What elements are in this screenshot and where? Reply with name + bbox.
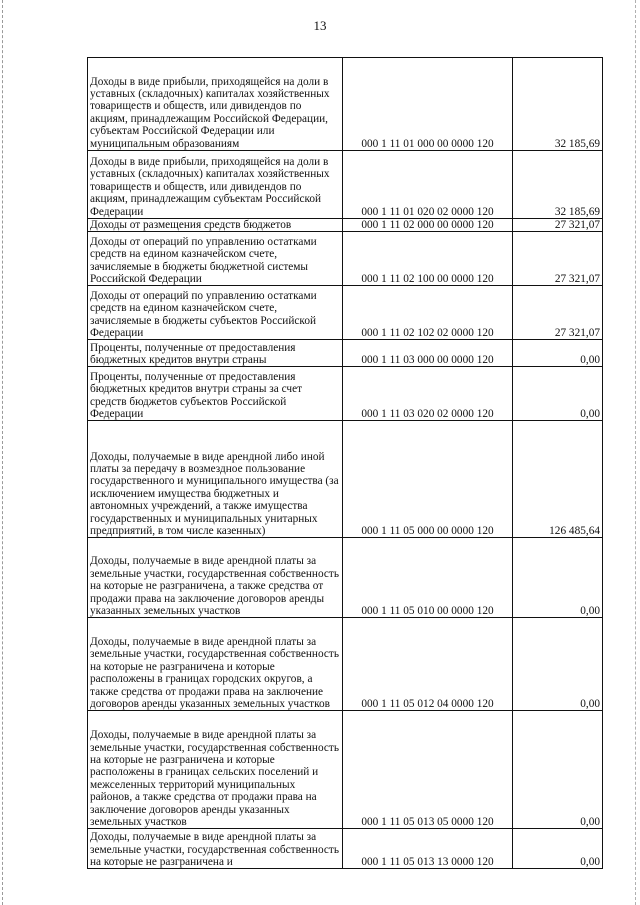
row-sum-cell: 0,00	[513, 538, 603, 618]
revenue-table-body	[88, 58, 603, 869]
row-name-cell: Доходы, получаемые в виде арендной либо иной платы за передачу в возмездное пользование государственного и муниципального имущества (за исключением имущества бюджетных и автономных учреждений, а также имущества государственных и муниципальных унитарных предприятий, в том числе казенных)	[88, 421, 343, 538]
row-sum-cell: 32 185,69	[513, 58, 603, 151]
row-name-cell: Проценты, полученные от предоставления бюджетных кредитов внутри страны	[88, 340, 343, 367]
table-row	[88, 367, 603, 421]
row-name-cell: Доходы, получаемые в виде арендной платы за земельные участки, государственная собственность на которые не разграничена и которые расположены в границах сельских поселений и межселенных территорий муниципальных районов, а также средства от продажи права на заключение договоров аренды указанных земельных участков	[88, 711, 343, 829]
row-name-cell: Доходы от размещения средств бюджетов	[88, 219, 343, 232]
table-row	[88, 829, 603, 869]
row-name-cell: Доходы в виде прибыли, приходящейся на доли в уставных (складочных) капиталах хозяйственных товариществ и обществ, или дивидендов по акциям, принадлежащим Российской Федерации, субъектам Российской Федерации или муниципальным образованиям	[88, 58, 343, 151]
table-row	[88, 286, 603, 340]
row-code-cell: 000 1 11 03 000 00 0000 120	[343, 340, 513, 367]
revenue-table	[87, 57, 603, 869]
row-name-cell: Доходы, получаемые в виде арендной платы за земельные участки, государственная собственность на которые не разграничена и	[88, 829, 343, 869]
row-sum-cell: 27 321,07	[513, 219, 603, 232]
row-sum-cell: 126 485,64	[513, 421, 603, 538]
table-row	[88, 538, 603, 618]
row-sum-cell: 0,00	[513, 367, 603, 421]
row-sum-cell: 0,00	[513, 829, 603, 869]
row-code-cell: 000 1 11 03 020 02 0000 120	[343, 367, 513, 421]
table-row	[88, 421, 603, 538]
row-code-cell: 000 1 11 02 000 00 0000 120	[343, 219, 513, 232]
row-sum-cell: 32 185,69	[513, 151, 603, 219]
row-sum-cell: 0,00	[513, 711, 603, 829]
row-name-cell: Проценты, полученные от предоставления бюджетных кредитов внутри страны за счет средств бюджетов субъектов Российской Федерации	[88, 367, 343, 421]
row-name-cell: Доходы в виде прибыли, приходящейся на доли в уставных (складочных) капиталах хозяйственных товариществ и обществ, или дивидендов по акциям, принадлежащим субъектам Российской Федерации	[88, 151, 343, 219]
table-row	[88, 219, 603, 232]
table-row	[88, 618, 603, 711]
row-sum-cell: 27 321,07	[513, 232, 603, 286]
row-code-cell: 000 1 11 02 102 02 0000 120	[343, 286, 513, 340]
scan-right-edge	[635, 0, 637, 905]
row-name-cell: Доходы от операций по управлению остатками средств на едином казначейском счете, зачисляемые в бюджеты субъектов Российской Федерации	[88, 286, 343, 340]
row-sum-cell: 0,00	[513, 340, 603, 367]
row-code-cell: 000 1 11 02 100 00 0000 120	[343, 232, 513, 286]
row-code-cell: 000 1 11 05 000 00 0000 120	[343, 421, 513, 538]
scan-left-edge	[2, 0, 4, 905]
page-number: 13	[313, 18, 327, 33]
table-row	[88, 151, 603, 219]
row-name-cell: Доходы, получаемые в виде арендной платы за земельные участки, государственная собственность на которые не разграничена и которые расположены в границах городских округов, а также средства от продажи права на заключение договоров аренды указанных земельных участков	[88, 618, 343, 711]
row-name-cell: Доходы, получаемые в виде арендной платы за земельные участки, государственная собственность на которые не разграничена, а также средства от продажи права на заключение договоров аренды указанных земельных участков	[88, 538, 343, 618]
row-code-cell: 000 1 11 05 013 05 0000 120	[343, 711, 513, 829]
row-code-cell: 000 1 11 05 010 00 0000 120	[343, 538, 513, 618]
row-code-cell: 000 1 11 05 012 04 0000 120	[343, 618, 513, 711]
row-code-cell: 000 1 11 05 013 13 0000 120	[343, 829, 513, 869]
row-code-cell: 000 1 11 01 020 02 0000 120	[343, 151, 513, 219]
table-row	[88, 58, 603, 151]
table-row	[88, 711, 603, 829]
row-sum-cell: 0,00	[513, 618, 603, 711]
row-code-cell: 000 1 11 01 000 00 0000 120	[343, 58, 513, 151]
row-name-cell: Доходы от операций по управлению остатками средств на едином казначейском счете, зачисляемые в бюджеты бюджетной системы Российской Федерации	[88, 232, 343, 286]
table-row	[88, 340, 603, 367]
row-sum-cell: 27 321,07	[513, 286, 603, 340]
table-row	[88, 232, 603, 286]
